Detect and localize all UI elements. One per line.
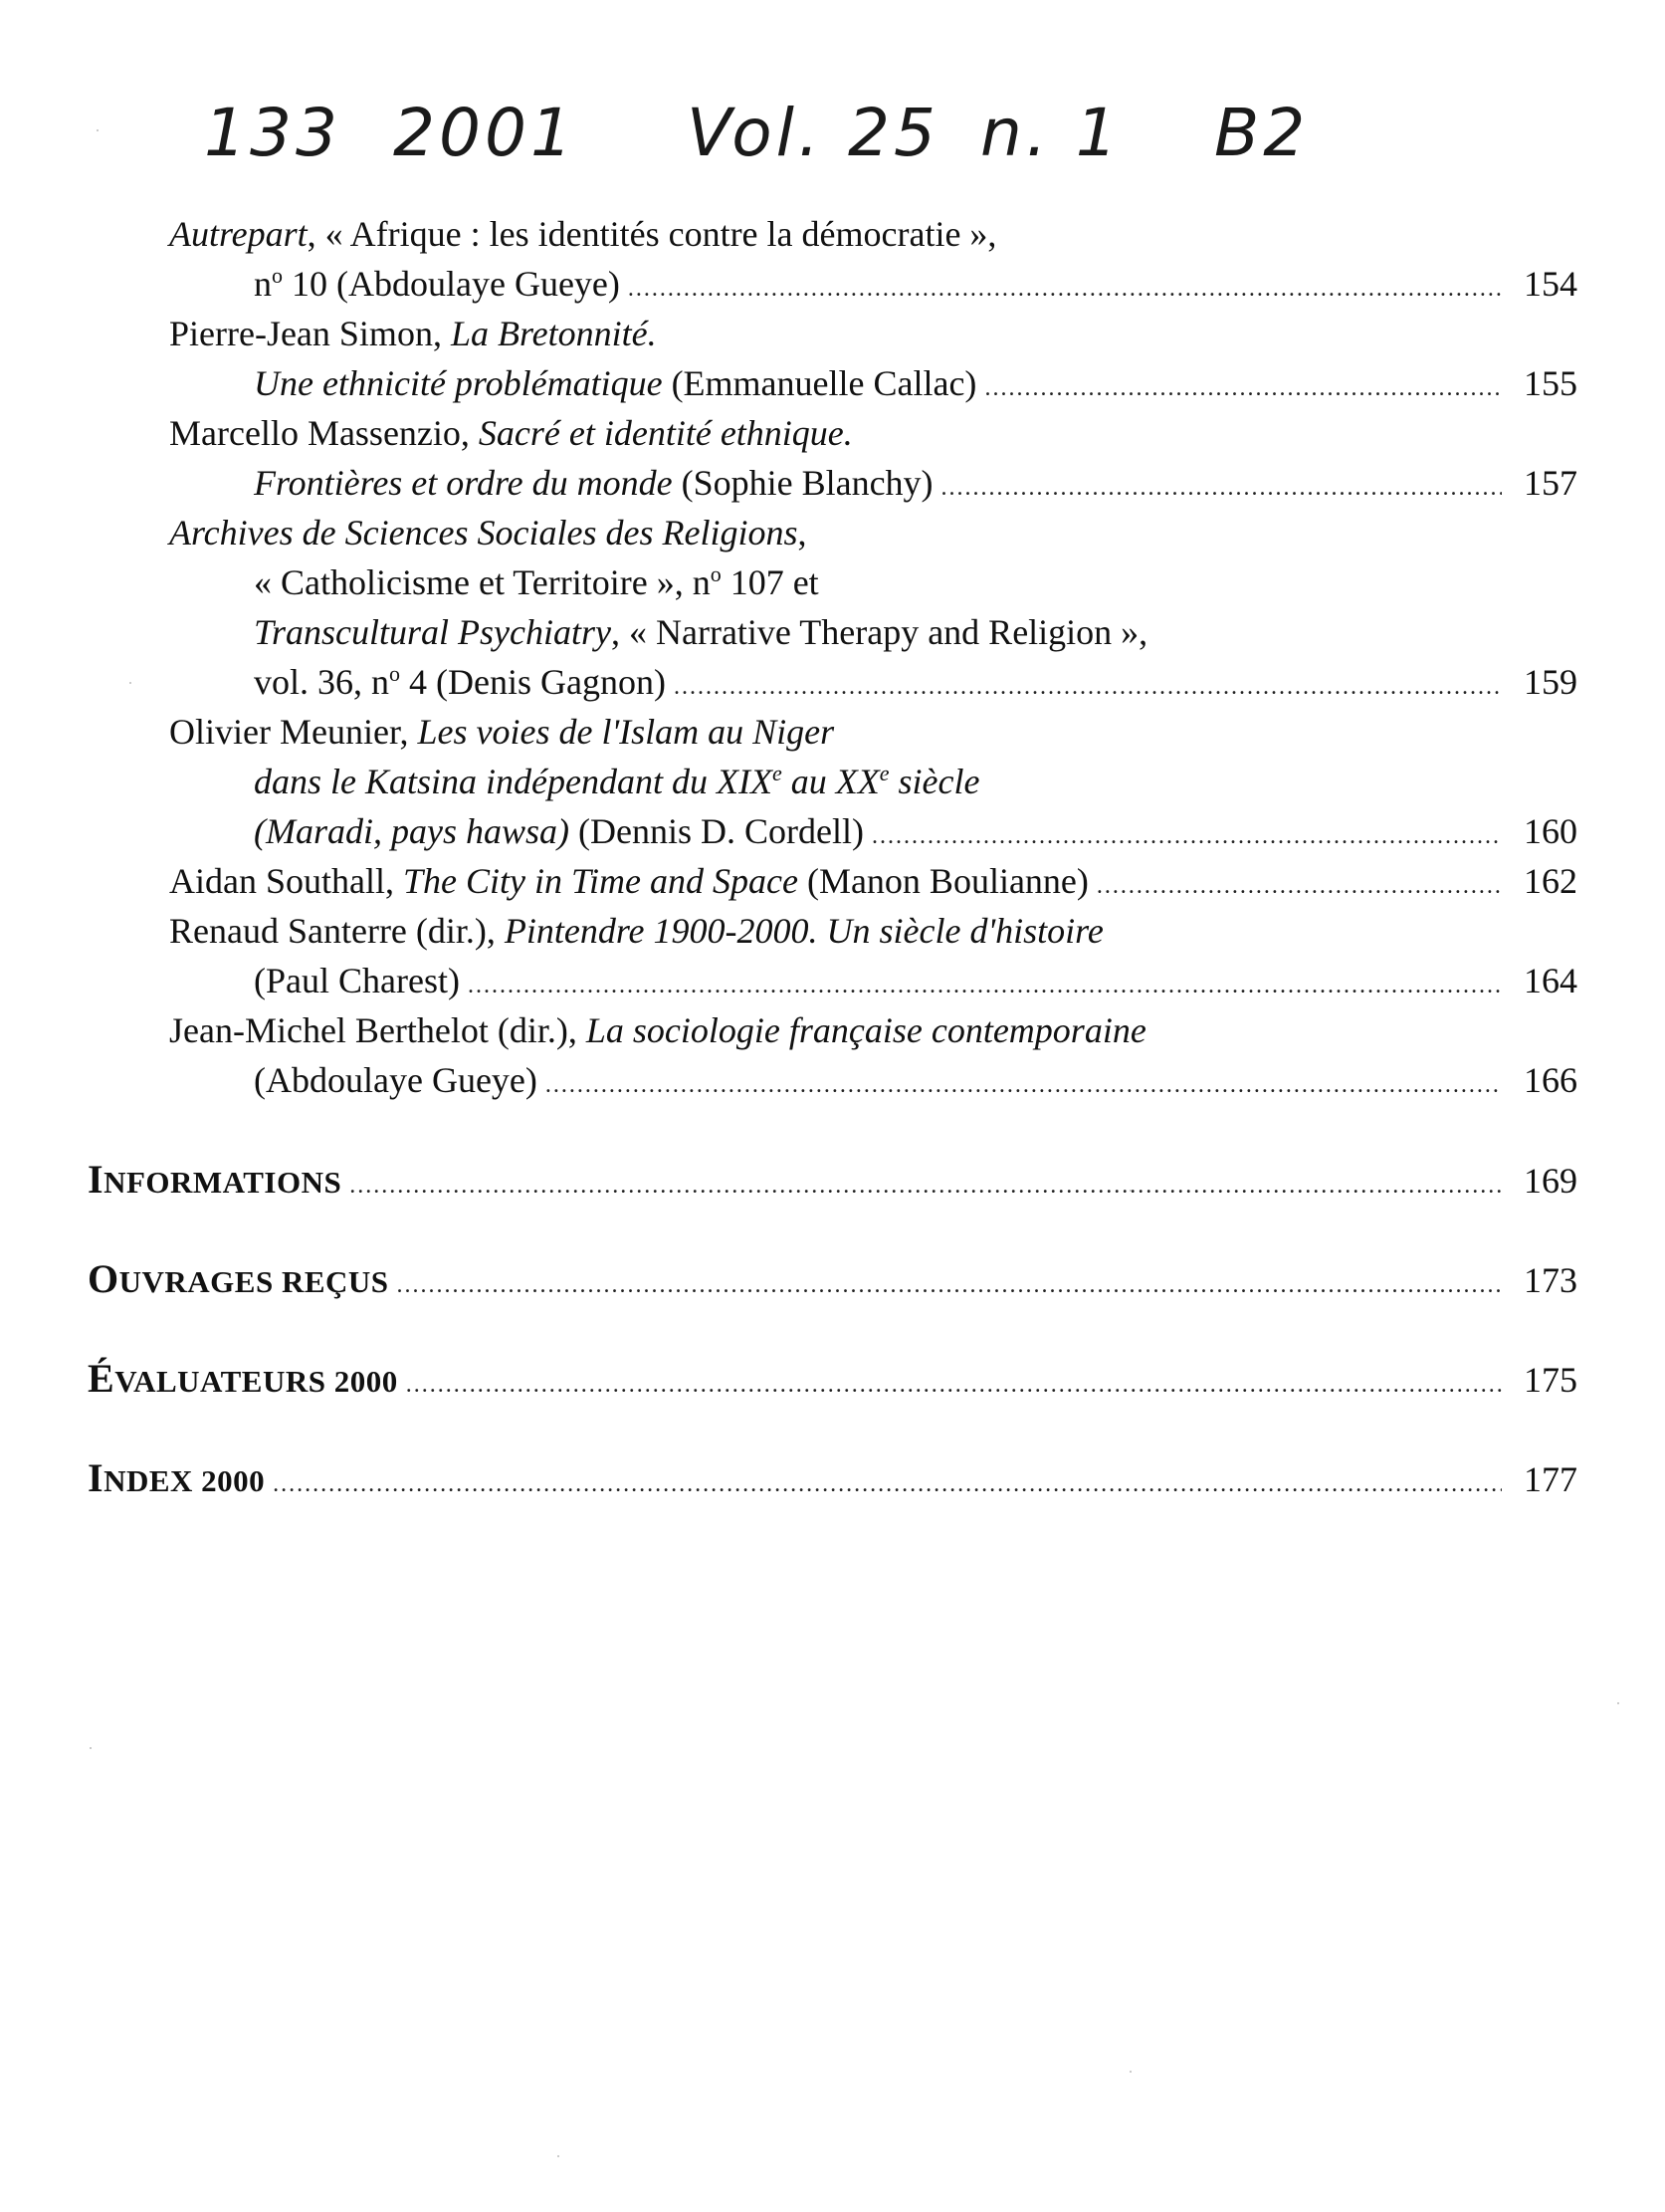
annotation-part: 2001 bbox=[393, 95, 576, 171]
toc-entry-line bbox=[169, 209, 1577, 259]
reviewer: (Dennis D. Cordell) bbox=[569, 811, 864, 851]
author: Aidan Southall, bbox=[169, 861, 403, 901]
dot-leader bbox=[468, 961, 1502, 1010]
dot-leader bbox=[273, 1459, 1502, 1509]
dot-leader bbox=[674, 662, 1502, 712]
dot-leader bbox=[984, 363, 1502, 413]
toc-entry-line bbox=[254, 607, 1577, 657]
reviewer: (Sophie Blanchy) bbox=[672, 463, 934, 503]
scan-speck bbox=[1617, 1702, 1619, 1704]
page-number: 175 bbox=[1524, 1360, 1577, 1400]
superscript: e bbox=[879, 761, 890, 785]
entry-detail: , « Afrique : les identités contre la démocratie », bbox=[307, 214, 997, 254]
entry-text bbox=[169, 707, 834, 757]
section-initial: I bbox=[88, 1157, 104, 1202]
author: Marcello Massenzio, bbox=[169, 413, 479, 453]
page-number: 159 bbox=[1524, 662, 1577, 702]
page-number: 162 bbox=[1524, 861, 1577, 901]
entry-detail: n bbox=[254, 264, 272, 304]
toc-entry-line bbox=[254, 757, 1577, 806]
reviewer: (Emmanuelle Callac) bbox=[662, 363, 977, 403]
journal-title: Autrepart bbox=[169, 214, 308, 254]
book-title: The City in Time and Space bbox=[402, 861, 798, 901]
book-title: dans le Katsina indépendant du XIX bbox=[254, 762, 772, 801]
page-number: 157 bbox=[1524, 463, 1577, 503]
reviewer: 4 (Denis Gagnon) bbox=[400, 662, 666, 702]
toc-entry-line bbox=[169, 408, 1577, 458]
entry-text bbox=[254, 358, 976, 408]
section-rest: NFORMATIONS bbox=[104, 1165, 342, 1200]
toc-entry-line[interactable] bbox=[254, 1055, 1577, 1105]
entry-text bbox=[169, 408, 853, 458]
page-number: 173 bbox=[1524, 1260, 1577, 1300]
entry-detail: 107 et bbox=[721, 562, 819, 602]
dot-leader bbox=[1097, 861, 1502, 911]
annotation-part: B2 bbox=[1214, 95, 1310, 171]
toc-entry-line bbox=[169, 906, 1577, 956]
handwritten-annotation bbox=[204, 95, 1398, 184]
section-rest: NDEX 2000 bbox=[104, 1463, 266, 1498]
toc-entry-line[interactable] bbox=[254, 657, 1577, 707]
superscript: e bbox=[771, 761, 782, 785]
toc-section-index[interactable] bbox=[88, 1453, 1577, 1503]
entry-text bbox=[169, 209, 996, 259]
entry-text bbox=[254, 806, 864, 856]
author: Olivier Meunier, bbox=[169, 712, 418, 752]
entry-text bbox=[169, 906, 1104, 956]
page-number: 164 bbox=[1524, 961, 1577, 1000]
superscript: o bbox=[389, 661, 401, 686]
entry-text bbox=[254, 956, 460, 1005]
author: Renaud Santerre (dir.), bbox=[169, 911, 505, 951]
section-title bbox=[88, 1453, 265, 1506]
section-title bbox=[88, 1254, 389, 1307]
annotation-part: n. 1 bbox=[980, 95, 1122, 171]
toc-entry-line bbox=[254, 557, 1577, 607]
reviewer: (Manon Boulianne) bbox=[797, 861, 1089, 901]
entry-text bbox=[254, 657, 666, 707]
scan-speck bbox=[90, 1747, 92, 1749]
reviewer: 10 (Abdoulaye Gueye) bbox=[283, 264, 620, 304]
page-number: 160 bbox=[1524, 811, 1577, 851]
book-title: Frontières et ordre du monde bbox=[254, 463, 673, 503]
superscript: o bbox=[272, 263, 283, 288]
entry-text bbox=[254, 557, 819, 607]
reviewer: (Abdoulaye Gueye) bbox=[254, 1060, 537, 1100]
dot-leader bbox=[406, 1360, 1502, 1410]
book-title: Sacré et identité ethnique. bbox=[478, 413, 853, 453]
dot-leader bbox=[397, 1260, 1502, 1310]
toc-entry-line[interactable] bbox=[254, 259, 1577, 309]
toc-entry-line bbox=[169, 1005, 1577, 1055]
page-number: 155 bbox=[1524, 363, 1577, 403]
entry-detail: , « Narrative Therapy and Religion », bbox=[611, 612, 1148, 652]
page-number: 177 bbox=[1524, 1459, 1577, 1499]
section-initial: É bbox=[88, 1356, 115, 1401]
journal-title: Archives de Sciences Sociales des Religions bbox=[169, 513, 798, 553]
toc-entry-line bbox=[169, 309, 1577, 358]
superscript: o bbox=[710, 561, 722, 586]
toc-entry-line[interactable] bbox=[254, 458, 1577, 508]
toc-section-ouvrages-recus[interactable] bbox=[88, 1254, 1577, 1304]
entry-text bbox=[169, 309, 657, 358]
dot-leader bbox=[628, 264, 1502, 314]
entry-text bbox=[169, 1005, 1146, 1055]
author: Jean-Michel Berthelot (dir.), bbox=[169, 1010, 586, 1050]
entry-text bbox=[254, 757, 979, 806]
section-initial: O bbox=[88, 1256, 119, 1301]
toc-section-informations[interactable] bbox=[88, 1155, 1577, 1205]
section-initial: I bbox=[88, 1455, 104, 1500]
scan-speck bbox=[1130, 1190, 1132, 1192]
entry-detail: vol. 36, n bbox=[254, 662, 390, 702]
page-number: 166 bbox=[1524, 1060, 1577, 1100]
book-title: Une ethnicité problématique bbox=[254, 363, 663, 403]
entry-text bbox=[254, 607, 1147, 657]
dot-leader bbox=[872, 811, 1502, 861]
section-title bbox=[88, 1354, 398, 1407]
entry-detail: , bbox=[797, 513, 807, 553]
page-number: 169 bbox=[1524, 1161, 1577, 1201]
entry-text bbox=[254, 458, 934, 508]
entry-text bbox=[254, 259, 620, 309]
entry-text bbox=[254, 1055, 537, 1105]
toc-entry-line[interactable] bbox=[254, 358, 1577, 408]
entry-detail: « Catholicisme et Territoire », n bbox=[254, 562, 711, 602]
toc-entry-line[interactable] bbox=[169, 856, 1577, 906]
dot-leader bbox=[545, 1060, 1502, 1110]
scan-speck bbox=[129, 682, 131, 684]
section-rest: VALUATEURS 2000 bbox=[114, 1364, 398, 1399]
toc-entry-line bbox=[169, 707, 1577, 757]
toc-entry-line[interactable] bbox=[254, 956, 1577, 1005]
reviewer: (Paul Charest) bbox=[254, 961, 460, 1000]
author: Pierre-Jean Simon, bbox=[169, 314, 451, 353]
entry-text bbox=[169, 508, 806, 557]
book-title: au XX bbox=[781, 762, 880, 801]
page-number: 154 bbox=[1524, 264, 1577, 304]
section-rest: UVRAGES REÇUS bbox=[118, 1264, 389, 1299]
scan-speck bbox=[97, 129, 99, 131]
toc-entry-line[interactable] bbox=[254, 806, 1577, 856]
scan-speck bbox=[1130, 2071, 1132, 2073]
toc-section-evaluateurs[interactable] bbox=[88, 1354, 1577, 1404]
entry-text bbox=[169, 856, 1089, 906]
book-title: Les voies de l'Islam au Niger bbox=[417, 712, 835, 752]
book-title: Pintendre 1900-2000. Un siècle d'histoire bbox=[504, 911, 1104, 951]
toc-entry-line bbox=[169, 508, 1577, 557]
annotation-part: Vol. 25 bbox=[687, 95, 939, 171]
scan-speck bbox=[557, 2155, 559, 2157]
annotation-part: 133 bbox=[204, 95, 341, 171]
book-title: La sociologie française contemporaine bbox=[585, 1010, 1146, 1050]
book-title: (Maradi, pays hawsa) bbox=[254, 811, 569, 851]
journal-title: Transcultural Psychiatry bbox=[254, 612, 611, 652]
book-title: siècle bbox=[889, 762, 980, 801]
dot-leader bbox=[941, 463, 1502, 513]
book-title: La Bretonnité. bbox=[450, 314, 657, 353]
dot-leader bbox=[349, 1161, 1502, 1211]
section-title bbox=[88, 1155, 341, 1208]
